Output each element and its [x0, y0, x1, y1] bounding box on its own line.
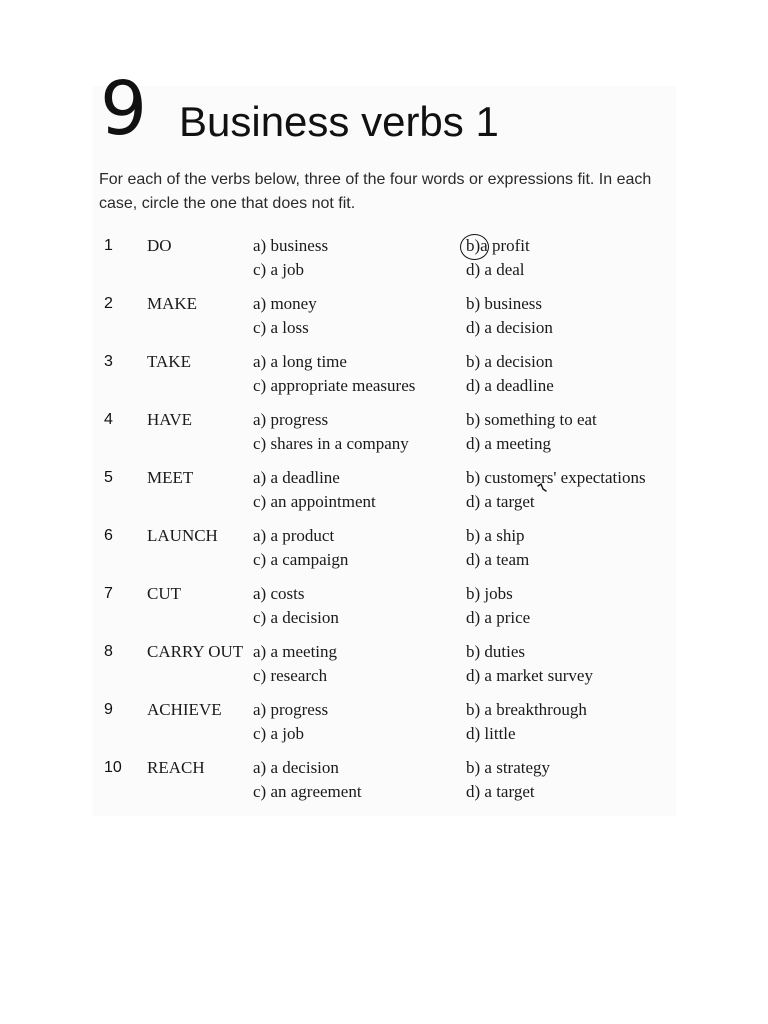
item-verb: CUT: [147, 584, 181, 603]
exercise-list: [0, 234, 768, 814]
item-verb: LAUNCH: [147, 526, 218, 545]
option-b[interactable]: b) a decision: [466, 352, 553, 371]
option-c[interactable]: c) an appointment: [253, 492, 376, 511]
item-verb: TAKE: [147, 352, 191, 371]
option-d[interactable]: d) a target: [466, 782, 535, 801]
option-a[interactable]: a) a long time: [253, 352, 347, 371]
item-verb: CARRY OUT: [147, 642, 244, 661]
item-number: 4: [104, 411, 113, 428]
option-c[interactable]: c) a decision: [253, 608, 339, 627]
answer-circle: b): [466, 234, 480, 258]
option-d[interactable]: d) a deal: [466, 260, 525, 279]
exercise-item-9: [0, 698, 768, 756]
exercise-item-4: [0, 408, 768, 466]
option-b[interactable]: b) a ship: [466, 526, 525, 545]
option-b[interactable]: b) customers' expectations: [466, 468, 646, 487]
option-c[interactable]: c) a loss: [253, 318, 309, 337]
option-a[interactable]: a) progress: [253, 700, 329, 719]
option-c[interactable]: c) an agreement: [253, 782, 362, 801]
option-d[interactable]: d) a deadline: [466, 376, 554, 395]
item-number: 3: [104, 353, 113, 370]
option-b-text: a profit: [480, 236, 530, 255]
option-d[interactable]: d) little: [466, 724, 516, 743]
option-a[interactable]: a) a deadline: [253, 468, 340, 487]
item-verb: MAKE: [147, 294, 198, 313]
option-c[interactable]: c) shares in a company: [253, 434, 409, 453]
item-number: 5: [104, 469, 113, 486]
option-b[interactable]: b) duties: [466, 642, 526, 661]
item-verb: REACH: [147, 758, 205, 777]
item-verb: MEET: [147, 468, 194, 487]
option-a[interactable]: a) business: [253, 236, 329, 255]
item-verb: ACHIEVE: [147, 700, 222, 719]
option-b[interactable]: b) a strategy: [466, 758, 551, 777]
exercise-item-5: [0, 466, 768, 524]
option-d[interactable]: d) a meeting: [466, 434, 551, 453]
option-b[interactable]: b) something to eat: [466, 410, 597, 429]
option-d[interactable]: d) a team: [466, 550, 530, 569]
option-a[interactable]: a) costs: [253, 584, 305, 603]
item-number: 7: [104, 585, 113, 602]
exercise-item-1: [0, 234, 768, 292]
option-d[interactable]: d) a target: [466, 492, 535, 511]
exercise-item-6: [0, 524, 768, 582]
option-b-circled[interactable]: [466, 234, 530, 258]
item-number: 1: [104, 237, 113, 254]
option-c[interactable]: c) appropriate measures: [253, 376, 416, 395]
item-verb: HAVE: [147, 410, 193, 429]
exercise-item-10: [0, 756, 768, 814]
option-a[interactable]: a) a meeting: [253, 642, 338, 661]
option-d[interactable]: d) a market survey: [466, 666, 593, 685]
instructions: For each of the verbs below, three of the four words or expressions fit. In each case, circle the one that does not fit.: [99, 171, 652, 212]
option-a[interactable]: a) money: [253, 294, 317, 313]
option-a[interactable]: a) progress: [253, 410, 329, 429]
exercise-item-7: [0, 582, 768, 640]
option-b[interactable]: b) jobs: [466, 584, 513, 603]
item-number: 2: [104, 295, 113, 312]
exercise-item-3: [0, 350, 768, 408]
option-c[interactable]: c) a job: [253, 724, 304, 743]
page-title: Business verbs 1: [179, 98, 499, 145]
unit-number: 9: [100, 66, 148, 152]
option-c[interactable]: c) a job: [253, 260, 304, 279]
option-c[interactable]: c) research: [253, 666, 328, 685]
option-b[interactable]: b) a breakthrough: [466, 700, 587, 719]
item-number: 6: [104, 527, 113, 544]
option-a[interactable]: a) a product: [253, 526, 335, 545]
item-number: 8: [104, 643, 113, 660]
option-d[interactable]: d) a decision: [466, 318, 553, 337]
exercise-item-8: [0, 640, 768, 698]
item-number: 9: [104, 701, 113, 718]
pen-mark-icon: [537, 483, 547, 493]
item-verb: DO: [147, 236, 172, 255]
item-number: 10: [104, 759, 122, 776]
option-d[interactable]: d) a price: [466, 608, 531, 627]
exercise-item-2: [0, 292, 768, 350]
option-a[interactable]: a) a decision: [253, 758, 339, 777]
option-b[interactable]: b) business: [466, 294, 543, 313]
option-c[interactable]: c) a campaign: [253, 550, 349, 569]
